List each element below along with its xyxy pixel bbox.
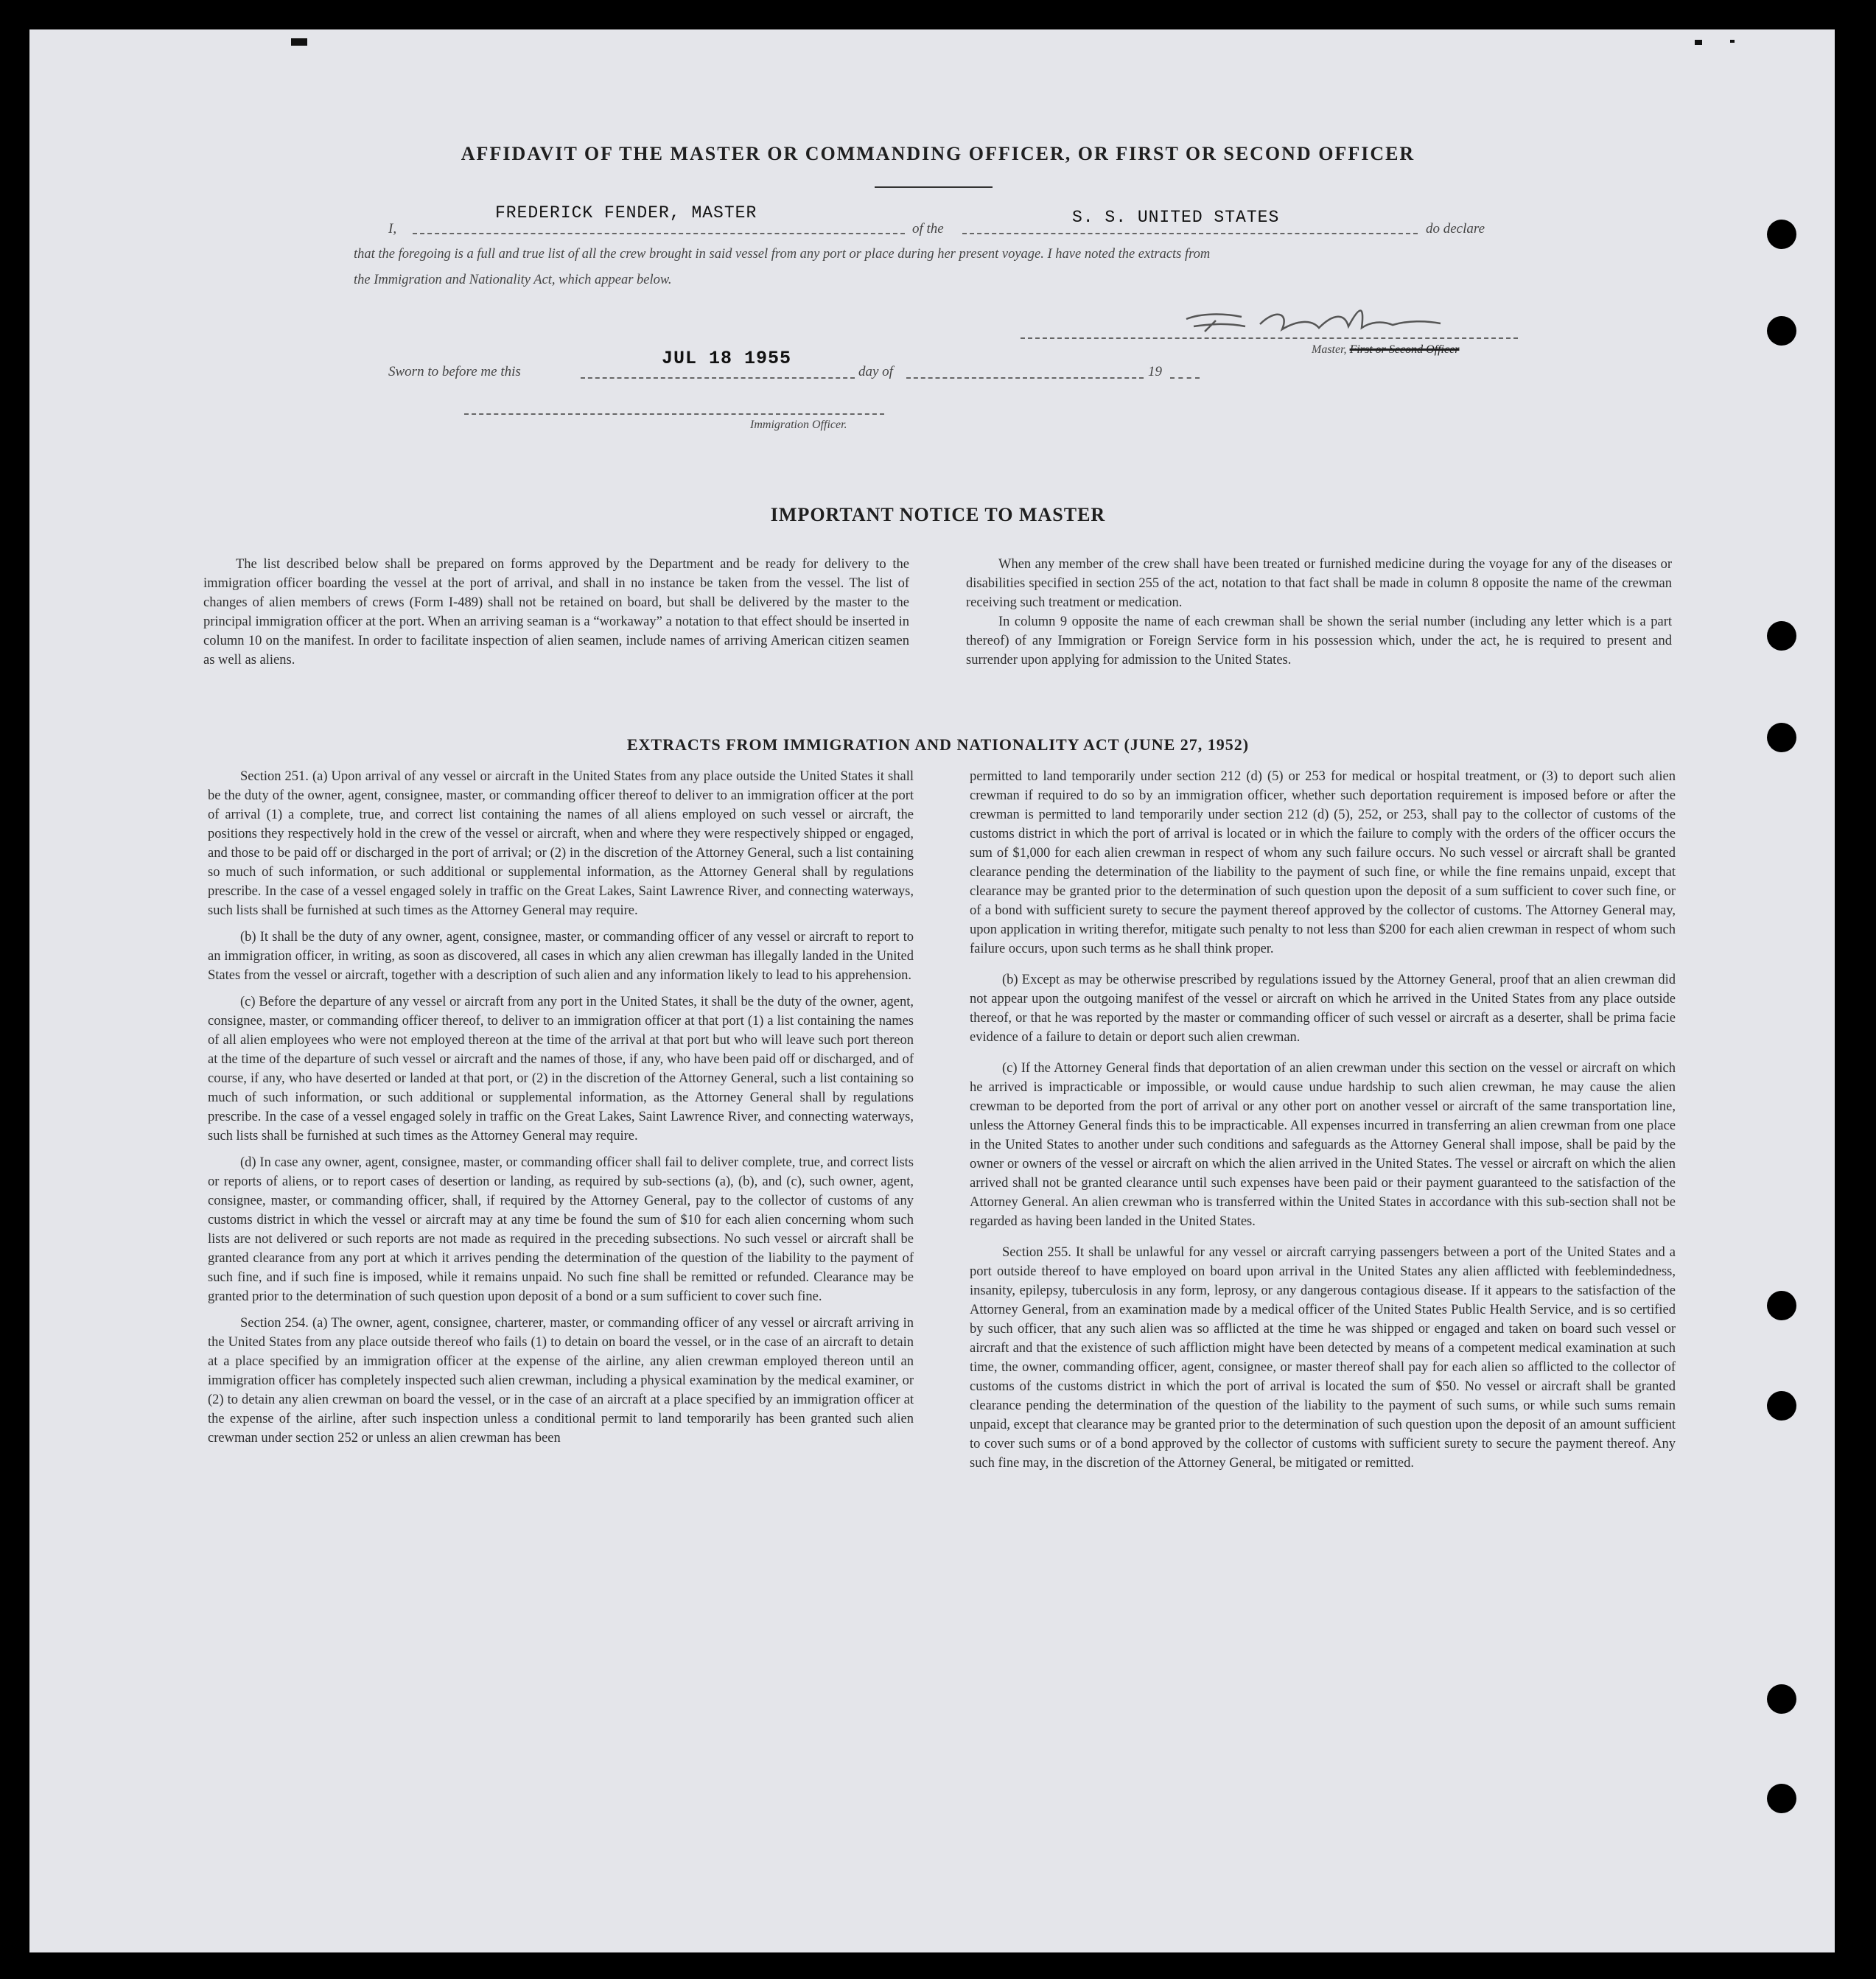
section-251-d: (d) In case any owner, agent, consignee, master, or commanding officer shall fail to deliver complete, true, and correct lists or reports of aliens, or to report cases of desertion or landing, as required by sub-sections (a), (b), and (c), such owner, agent, consignee, master, or commanding officer, shall, if required by the Attorney General, pay to the collector of customs of any customs district in which the vessel or aircraft may at any time be found the sum of $10 for each alien concerning whom such lists are not delivered or such reports are not made as required in the preceding subsections. No such vessel or aircraft shall be granted clearance from any port at which it arrives pending the determination of the question of the liability to the payment of such fine, and if such fine is imposed, while it remains unpaid. No such fine shall be remitted or refunded. Clearance may be granted prior to the determination of such question upon deposit of a bond or a sum sufficient to cover such fine. xyxy=(208,1155,914,1304)
affidavit-title: AFFIDAVIT OF THE MASTER OR COMMANDING OFFICER, OR FIRST OR SECOND OFFICER xyxy=(461,143,1415,164)
binder-hole xyxy=(1767,1684,1796,1714)
binder-hole xyxy=(1767,1784,1796,1813)
title-underline xyxy=(875,186,993,188)
do-declare-label: do declare xyxy=(1426,221,1485,237)
signature-caption-struck: First or Second Officer xyxy=(1349,343,1460,356)
section-254-c: (c) If the Attorney General finds that deportation of an alien crewman under this section on the vessel or aircraft on which he arrived is impracticable or impossible, or would cause undue hardship to such alien crewman, he may cause the alien crewman to be deported from the port of arrival or any other port on another vessel or aircraft of the same transportation line, unless the Attorney General finds this to be impracticable. All expenses incurred in transferring an alien crewman from one place in the United States to another under such conditions and safeguards as the Attorney General shall impose, shall be paid by the owner or owners of the vessel or aircraft on which the alien arrived in the United States. The vessel or aircraft on which the alien arrived shall not be granted clearance until such expenses have been paid or their payment guaranteed to the satisfaction of the Attorney General. An alien crewman who is transferred within the United States in accordance with this sub-section shall not be regarded as having been landed in the United States. xyxy=(970,1061,1676,1229)
scan-speck xyxy=(291,38,307,46)
notice-title: IMPORTANT NOTICE TO MASTER xyxy=(770,504,1106,525)
binder-hole xyxy=(1767,316,1796,346)
extracts-left-column xyxy=(208,767,914,1455)
scan-speck xyxy=(1730,40,1735,43)
notice-right-column xyxy=(966,555,1672,677)
vessel-blank xyxy=(962,233,1418,234)
notice-right-paragraph-2: In column 9 opposite the name of each crewman shall be shown the serial number (including any letter which is a part thereof) of any Immigration or Foreign Service form in his possession which, under the act, he is required to present and surrender upon applying for admission to the United States. xyxy=(966,614,1672,668)
sworn-date-stamp: JUL 18 1955 xyxy=(662,348,792,369)
signature-line xyxy=(1021,337,1518,339)
section-251-b: (b) It shall be the duty of any owner, agent, consignee, master, or commanding officer of any vessel or aircraft to report to an immigration officer, in writing, as soon as discovered, all cases in which any alien crewman has illegally landed in the United States from the vessel or aircraft, together with a description of such alien and any information likely to lead to his apprehension. xyxy=(208,930,914,983)
scan-speck xyxy=(1695,40,1702,45)
section-254-b: (b) Except as may be otherwise prescribed by regulations issued by the Attorney General, proof that an alien crewman did not appear upon the outgoing manifest of the vessel or aircraft on which he arrived in the United States from any place outside thereof, or that he was reported by the master or commanding officer of such vessel or aircraft as a deserter, shall be prima facie evidence of a failure to detain or deport such alien crewman. xyxy=(970,973,1676,1045)
master-name-filled: FREDERICK FENDER, MASTER xyxy=(495,203,757,223)
section-254-a: Section 254. (a) The owner, agent, consignee, charterer, master, or commanding officer of any vessel or aircraft arriving in the United States from any place outside thereof who fails (1) to detain on board the vessel, or in the case of an aircraft to detain at a place specified by an immigration officer at the expense of the airline, any alien crewman employed thereon until an immigration officer has completely inspected such alien crewman, including a physical examination by the medical examiner, or (2) to detain any alien crewman on board the vessel, or in the case of an aircraft at a place specified by an immigration officer at the expense of the airline, after such inspection unless a conditional permit to land temporarily has been granted such alien crewman under section 252 or unless an alien crewman has been xyxy=(208,1316,914,1446)
section-251-a: Section 251. (a) Upon arrival of any vessel or aircraft in the United States from any place outside the United States it shall be the duty of the owner, agent, consignee, master, or commanding officer thereof to deliver to an immigration officer at the port of arrival (1) a complete, true, and correct list containing the names of all aliens employed on such vessel or aircraft, the positions they respectively hold in the crew of the vessel or aircraft, when and where they were respectively shipped or engaged, and those to be paid off or discharged in the port of arrival; or (2) in the discretion of the Attorney General, such a list containing so much of such information, or such additional or supplemental information, as the Attorney General shall by regulations prescribe. In the case of a vessel engaged solely in traffic on the Great Lakes, Saint Lawrence River, and connecting waterways, such lists shall be furnished at such times as the Attorney General may require. xyxy=(208,769,914,918)
signature-caption-master: Master, xyxy=(1312,343,1347,356)
day-of-label: day of xyxy=(858,364,893,379)
signature-caption xyxy=(1312,343,1459,357)
year-prefix: 19 xyxy=(1148,364,1162,379)
extracts-title: EXTRACTS FROM IMMIGRATION AND NATIONALITY ACT (JUNE 27, 1952) xyxy=(626,735,1250,754)
notice-right-paragraph-1: When any member of the crew shall have been treated or furnished medicine during the voyage for any of the diseases or disabilities specified in section 255 of the act, notation to that fact shall be made in column 8 opposite the name of the crewman receiving such treatment or medication. xyxy=(966,557,1672,610)
year-blank xyxy=(1170,377,1200,379)
declaration-line-2: the Immigration and Nationality Act, which appear below. xyxy=(354,273,672,287)
declaration-line-1: that the foregoing is a full and true list of all the crew brought in said vessel from any port or place during her present voyage. I have noted the extracts from xyxy=(354,247,1211,262)
section-255: Section 255. It shall be unlawful for any vessel or aircraft carrying passengers between a port of the United States and a port outside thereof to have employed on board upon arrival in the United States any alien afflicted with feeblemindedness, insanity, epilepsy, tuberculosis in any form, leprosy, or any dangerous contagious disease. If it appears to the satisfaction of the Attorney General, from an examination made by a medical officer of the United States Public Health Service, and is so certified by such officer, that any such alien was so afflicted at the time he was shipped or engaged and taken on board such vessel or aircraft and that the existence of such affliction might have been detected by means of a competent medical examination at such time, the owner, commanding officer, agent, consignee, or master thereof shall pay for each alien so afflicted to the collector of customs of the customs district in which the port of arrival is located the sum of $50. No vessel or aircraft shall be granted clearance pending the determination of the question of the liability to the payment of such sums, or while such sums remain unpaid, except that clearance may be granted prior to the determination of such question upon the deposit of an amount sufficient to cover such sums or of a bond approved by the collector of customs with sufficient surety to secure the payment thereof. Any such fine may, in the discretion of the Attorney General, be mitigated or remitted. xyxy=(970,1245,1676,1471)
notice-left-paragraph: The list described below shall be prepared on forms approved by the Department and be ready for delivery to the immigration officer boarding the vessel at the port of arrival, and shall in no instance be taken from the vessel. The list of changes of alien members of crews (Form I-489) shall not be retained on board, but shall be delivered by the master to the principal immigration officer at the port. When an arriving seaman is a “workaway” a notation to that effect should be inserted in column 10 on the manifest. In order to facilitate inspection of alien seamen, include names of arriving American citizen seamen as well as aliens. xyxy=(203,557,909,668)
immigration-officer-caption: Immigration Officer. xyxy=(750,418,847,431)
notice-left-column xyxy=(203,555,909,677)
binder-hole xyxy=(1767,220,1796,249)
extracts-right-column xyxy=(970,767,1676,1480)
section-254-a-continued: permitted to land temporarily under section 212 (d) (5) or 253 for medical or hospital treatment, or (3) to deport such alien crewman if required to do so by an immigration officer, whether such deportation requirement is imposed before or after the crewman is permitted to land temporarily under section 212 (d) (5), 252, or 253, shall pay to the collector of customs of the customs district in which the port of arrival is located or in which the failure to comply with the orders of the officer occurs the sum of $1,000 for each alien crewman in respect of whom any such failure occurs. No such vessel or aircraft shall be granted clearance pending the determination of the liability to the payment of such fine, or while the fine remains unpaid, except that clearance may be granted prior to the determination of such question upon the deposit of a sum sufficient to cover such fine, or of a bond with sufficient surety to secure the payment thereof approved by the collector of customs. The Attorney General may, upon application in writing therefor, mitigate such penalty to not less than $200 for each alien crewman in respect of whom such failure occurs, upon such terms as he shall think proper. xyxy=(970,769,1676,956)
sworn-day-blank xyxy=(581,377,855,379)
section-251-c: (c) Before the departure of any vessel or aircraft from any port in the United States, it shall be the duty of the owner, agent, consignee, master, or commanding officer thereof, to deliver to an immigration officer at that port (1) a list containing the names of all alien employees who were not employed thereon at the time of the arrival at that port but who will leave such port thereon at the time of the departure of such vessel or aircraft and the names of those, if any, who have been paid off or discharged, and of course, if any, who have deserted or landed at that port, or (2) in the discretion of the Attorney General, such a list containing so much of such information, or such additional or supplemental information, as the Attorney General shall by regulations prescribe. In the case of a vessel engaged solely in traffic on the Great Lakes, Saint Lawrence River, and connecting waterways, such lists shall be furnished at such times as the Attorney General may require. xyxy=(208,995,914,1143)
name-blank xyxy=(413,233,905,234)
sworn-label: Sworn to before me this xyxy=(388,364,521,379)
month-blank xyxy=(906,377,1144,379)
of-the-label: of the xyxy=(912,221,944,237)
binder-hole xyxy=(1767,1391,1796,1421)
master-signature xyxy=(1172,291,1452,343)
binder-hole xyxy=(1767,621,1796,651)
i-label: I, xyxy=(388,221,397,237)
binder-hole xyxy=(1767,1291,1796,1320)
immigration-officer-line xyxy=(464,413,884,415)
vessel-name-filled: S. S. UNITED STATES xyxy=(1072,208,1280,227)
